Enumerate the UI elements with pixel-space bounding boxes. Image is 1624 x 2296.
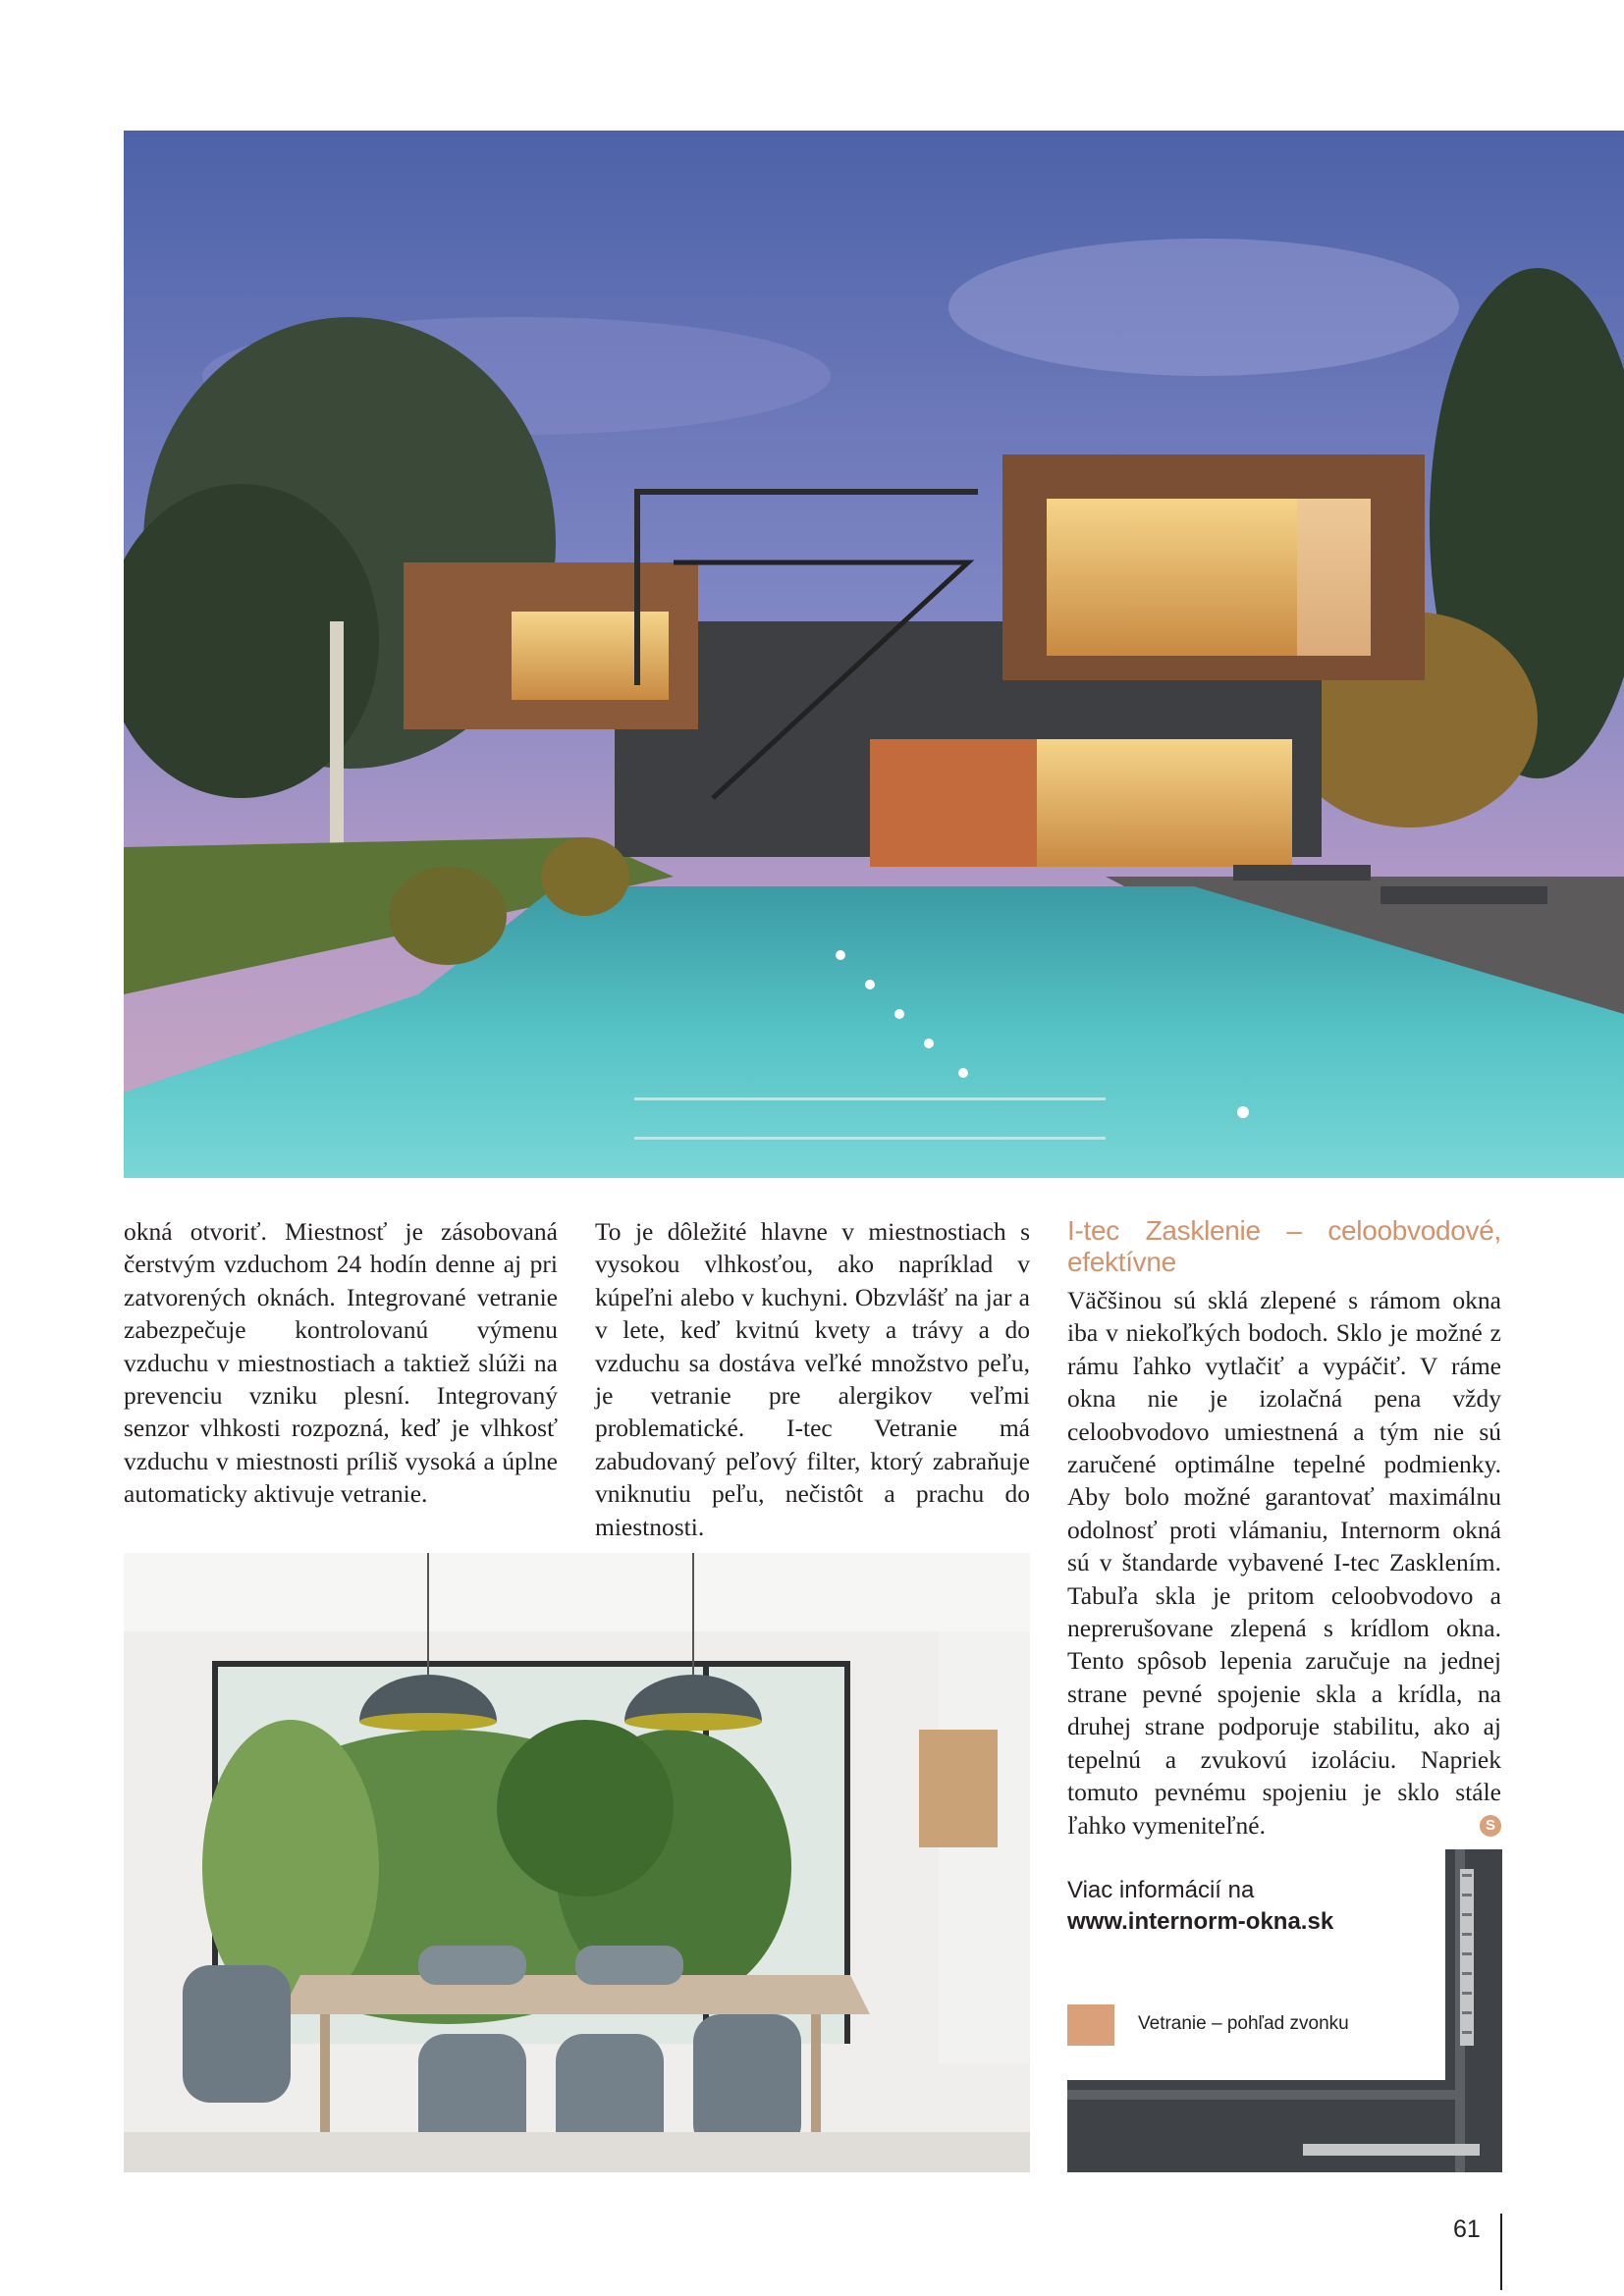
page-number-rule <box>1500 2214 1502 2290</box>
col3-text: Väčšinou sú sklá zlepené s rámom okna iba v niekoľkých bodoch. Sklo je možné z rámu ľahko vytlačiť a vypáčiť. V ráme okna nie je izolačná pena vždy celoobvodovo umiestnená a tým nie sú zaručené optimálne tepelné podmienky. Aby bolo možné garantovať maximálnu odolnosť proti vlámaniu, Internorm okná sú v štandarde vybavené I-tec Zasklením. Tabuľa skla je pritom celoobvodovo a neprerušovane zlepená s krídlom okna. Tento spôsob lepenia zaručuje na jednej strane pevné spojenie skla a krídla, na druhej strane podporuje stabilitu, ako aj tepelnú a zvukovú izoláciu. Napriek tomuto pevnému spojeniu je sklo stále ľahko vymeniteľné. <box>1067 1286 1501 1840</box>
body-text-column-2 <box>595 1215 1030 1543</box>
caption-color-swatch <box>1067 2004 1114 2046</box>
body-text-column-1 <box>124 1215 558 1511</box>
col2-paragraph: To je dôležité hlavne v miestnostiach s vysokou vlhkosťou, ako napríklad v kúpeľni alebo v kuchyni. Obzvlášť na jar a v lete, keď kvitnú kvety a trávy a do vzduchu sa dostáva veľké množstvo peľu, je vetranie pre alergikov veľmi problematické. I-tec Vetranie má zabudovaný peľový filter, ktorý zabraňuje vniknutiu peľu, nečistôt a prachu do miestnosti. <box>595 1217 1030 1541</box>
more-info-label: Viac informácií na <box>1067 1877 1255 1903</box>
website-link[interactable]: www.internorm-okna.sk <box>1067 1908 1334 1935</box>
body-text-column-3 <box>1067 1215 1501 1842</box>
more-info-box <box>1067 1875 1333 1938</box>
hero-photo-house-pool <box>124 131 1624 1178</box>
col3-paragraph <box>1067 1284 1501 1842</box>
section-heading: I-tec Zasklenie – celoobvodové, efektívne <box>1067 1215 1501 1277</box>
photo-caption: Vetranie – pohľad zvonku <box>1138 2013 1349 2034</box>
article-end-icon: S <box>1480 1815 1501 1837</box>
page-number: 61 <box>1453 2216 1481 2243</box>
col1-paragraph: okná otvoriť. Miestnosť je zásobovaná čerstvým vzduchom 24 hodín denne aj pri zatvorených oknách. Integrované vetranie zabezpečuje kontrolovanú výmenu vzduchu v miestnostiach a taktiež slúži na prevenciu vzniku plesní. Integrovaný senzor vlhkosti rozpozná, keď je vlhkosť vzduchu v miestnosti príliš vysoká a úplne automaticky aktivuje vetranie. <box>124 1217 558 1509</box>
dining-room-photo <box>124 1553 1030 2172</box>
